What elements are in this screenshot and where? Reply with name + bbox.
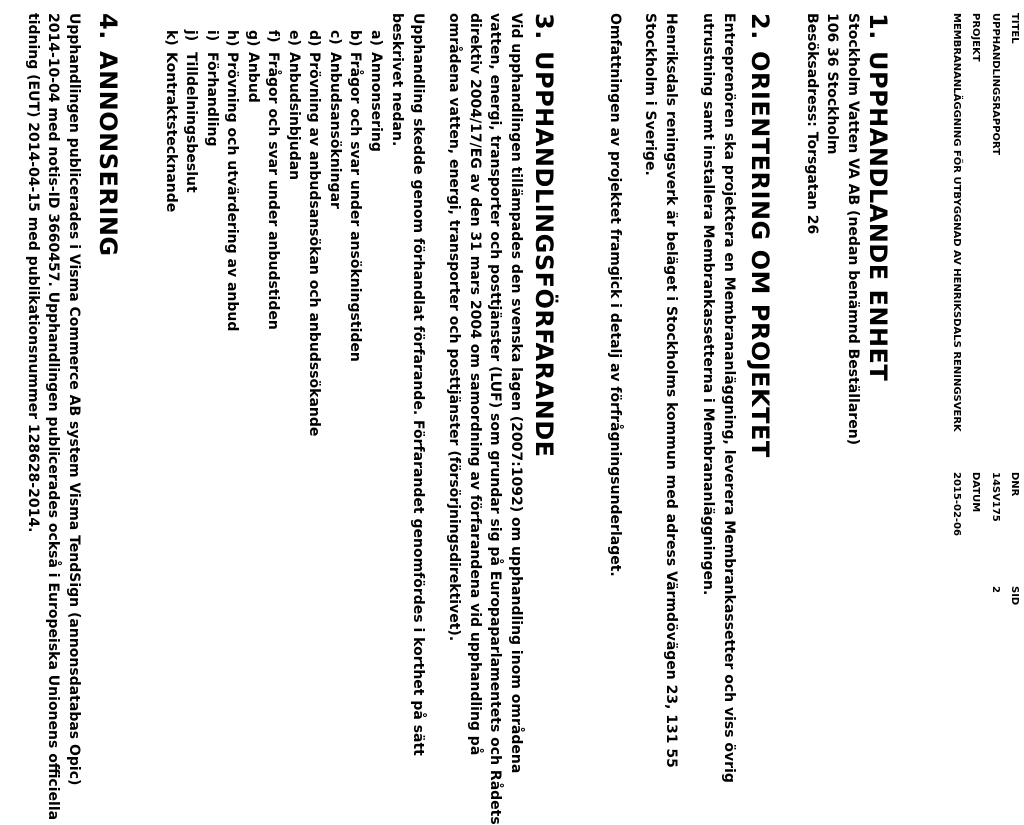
header-dnr-value: 14SV175	[990, 472, 1001, 522]
header-projekt-label: PROJEKT	[970, 13, 981, 62]
list-text: Prövning av anbudsansökan och anbudssökande	[306, 52, 323, 437]
text-line: Stockholm Vatten VA AB (nedan benämnd Beställaren)	[845, 13, 861, 446]
list-text: Tilldelningsbeslut	[183, 52, 200, 193]
section-4-paragraph-1	[23, 13, 85, 821]
text-line: beskrivet nedan.	[389, 13, 406, 147]
list-text: Frågor och svar under ansökningstiden	[347, 52, 364, 362]
header-report-type: UPPHANDLINGSRAPPORT	[990, 13, 1001, 156]
procedure-list	[161, 30, 387, 436]
text-line: Upphandling skedde genom förhandlat förfarande. Förfarandet genomfördes i korthet på sätt	[410, 13, 426, 756]
section-title: ANNONSERING	[94, 51, 122, 257]
list-letter: h)	[224, 30, 241, 47]
list-text: Anbudsinbjudan	[286, 52, 302, 181]
section-2-heading	[746, 13, 774, 458]
text-line: vatten, energi, transporter och posttjänster (LUF) som grundar sig på Europaparlamentets och Rådets	[487, 13, 504, 825]
list-letter: i)	[204, 30, 220, 42]
section-2-paragraph-2	[640, 13, 681, 768]
list-letter: b)	[347, 30, 364, 47]
list-text: Kontraktstecknande	[163, 52, 179, 213]
list-item	[181, 30, 202, 436]
section-number: 3.	[530, 13, 558, 40]
list-item	[304, 30, 325, 436]
header-datum-label: DATUM	[970, 472, 981, 513]
list-letter: a)	[368, 30, 384, 46]
text-line: Henriksdals reningsverk är beläget i Stockholms kommun med adress Värmdövägen 23, 131 55	[663, 13, 679, 768]
list-letter: e)	[286, 30, 302, 46]
section-2-paragraph-1	[698, 13, 739, 783]
header-datum-value: 2015-02-06	[951, 472, 962, 536]
list-text: Frågor och svar under anbudstiden	[265, 52, 282, 330]
text-line: Omfattningen av projektet framgick i detalj av förfrågningsunderlaget.	[607, 13, 623, 577]
list-letter: k)	[163, 30, 179, 46]
list-item	[263, 30, 284, 436]
list-letter: g)	[245, 30, 261, 47]
text-line: 106 36 Stockholm	[824, 13, 841, 155]
list-text: Prövning och utvärdering av anbud	[224, 52, 241, 332]
list-text: Anbud	[245, 52, 261, 103]
list-item	[284, 30, 305, 436]
header-sida-label: SID	[1009, 586, 1020, 606]
header-sida-value: 2	[990, 586, 1001, 593]
header-titel-label: TITEL	[1009, 13, 1020, 44]
section-number: 4.	[94, 13, 122, 40]
text-line: Besöksadress: Torsgatan 26	[804, 13, 820, 235]
section-2-paragraph-3	[605, 13, 626, 703]
header-dnr-label: DNR	[1009, 472, 1020, 497]
text-line: Stockholm i Sverige.	[642, 13, 659, 176]
section-title: ORIENTERING OM PROJEKTET	[746, 51, 774, 458]
section-4-heading	[94, 13, 122, 257]
section-title: UPPHANDLINGSFÖRFARANDE	[530, 51, 558, 458]
list-letter: j)	[183, 30, 200, 42]
text-line: områdena vatten, energi, transporter och posttjänster (försörjningsdirektivet).	[446, 13, 463, 642]
list-letter: d)	[306, 30, 323, 47]
list-item	[366, 30, 387, 436]
text-line: Vid upphandlingen tillämpades den svenska lagen (2007:1092) om upphandling inom områdena	[508, 13, 524, 774]
text-line: utrustning samt installera Membrankassetterna i Membrananläggningen.	[700, 13, 717, 596]
list-item	[202, 30, 223, 436]
list-item	[243, 30, 264, 436]
list-item	[222, 30, 243, 436]
list-text: Förhandling	[204, 52, 220, 147]
text-line: Upphandlingen publicerades i Visma Commerce AB system Visma TendSign (annonsdatabas Opic)	[66, 13, 82, 786]
section-1-address	[802, 13, 864, 703]
list-letter: f)	[265, 30, 282, 43]
text-line: 2014-10-04 med notis-ID 3660457. Upphandlingen publicerades också i Europeiska Unionens officiella	[45, 13, 62, 821]
section-3-paragraph-1	[444, 13, 526, 825]
text-line: direktiv 2004/17/EG av den 31 mars 2004 om samordning av förfarandena vid upphandling på	[467, 13, 483, 756]
list-letter: c)	[327, 30, 343, 45]
list-item	[345, 30, 366, 436]
list-text: Anbudsansökningar	[327, 52, 343, 209]
section-1-heading	[864, 13, 892, 381]
header-project-name: MEMBRANANLÄGGNING FÖR UTBYGGNAD AV HENRIKSDALS RENINGSVERK	[951, 13, 962, 432]
list-item	[325, 30, 346, 436]
section-number: 1.	[864, 13, 892, 40]
section-title: UPPHANDLANDE ENHET	[864, 51, 892, 382]
section-3-paragraph-2	[387, 13, 428, 756]
text-line: Entreprenören ska projektera en Membrananläggning, leverera Membrankassetter och viss övrig	[721, 13, 737, 783]
text-line: tidning (EUT) 2014-04-15 med publikationsnummer 128628-2014.	[25, 13, 41, 533]
section-number: 2.	[746, 13, 774, 40]
list-text: Annonsering	[368, 52, 384, 152]
list-item	[161, 30, 182, 436]
section-3-heading	[530, 13, 558, 458]
